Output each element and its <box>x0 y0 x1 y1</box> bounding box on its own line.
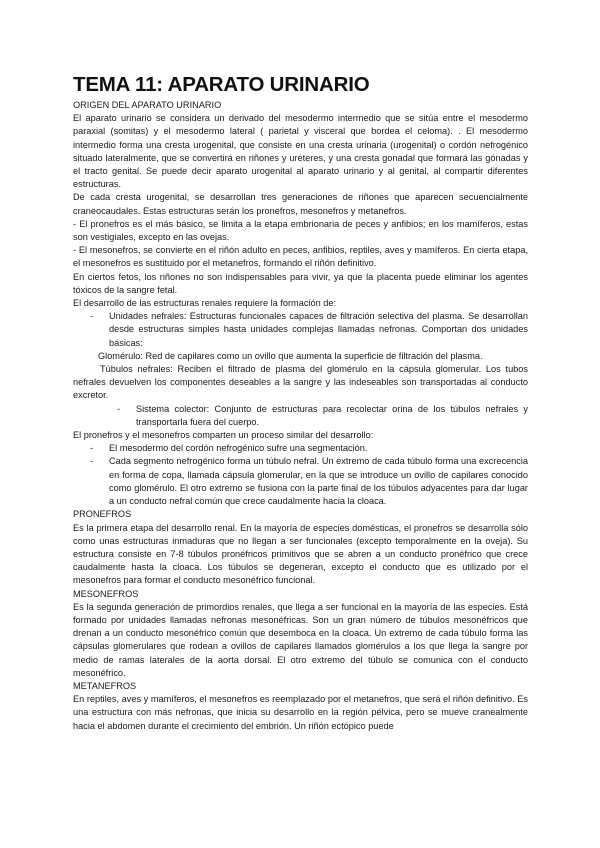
paragraph-glomerulo: Glomérulo: Red de capilares como un ovillo que aumenta la superficie de filtración del plasma. <box>98 350 483 361</box>
paragraph-tubulos <box>73 363 528 403</box>
document-title: TEMA 11: APARATO URINARIO <box>73 73 370 96</box>
section-heading-origen: ORIGEN DEL APARATO URINARIO <box>73 100 222 110</box>
list-item <box>73 403 528 429</box>
paragraph: De cada cresta urogenital, se desarrollan tres generaciones de riñones que aparecen secuencialmente craneocaudales. Estas estructuras serán los pronefros, mesonefros y metanefros. <box>73 192 528 216</box>
list-item-text: Unidades nefrales: Estructuras funcionales capaces de filtración selectiva del plasma. Se desarrollan desde estructuras simples hasta unidades complejas llamadas nefronas. Comportan dos unidades básicas: <box>109 311 528 348</box>
paragraph: El aparato urinario se considera un derivado del mesodermo intermedio que se sitúa entre el mesodermo paraxial (somitas) y el mesodermo lateral ( parietal y visceral que bordea el celoma). . El mesodermo intermedio forma una cresta urogenital, que consiste en una cresta urinaria (urogenital) o cordón nefrogénico situado lateralmente, que se convertirá en riñones y uréteres, y una cresta gonadal que formará las gónadas y el tracto genital. Se puede decir aparato urogenital al aparato urinario y al genital, al compartir diferentes estructuras. <box>73 113 528 190</box>
list-item-text: Cada segmento nefrogénico forma un túbulo nefral. Un extremo de cada túbulo forma una excrecencia en forma de copa, llamada cápsula glomerular, en la que se introduce un ovillo de capilares conocido como glomérulo. El otro extremo se fusiona con la parte final de los túbulos adyacentes para dar lugar a un conducto nefral común que crece caudalmente hacia la cloaca. <box>109 456 528 507</box>
list-item <box>73 310 528 350</box>
paragraph: El desarrollo de las estructuras renales requiere la formación de: <box>73 298 336 309</box>
list-item-text: El mesodermo del cordón nefrogénico sufre una segmentación. <box>109 443 368 454</box>
list-bullet: - <box>90 456 94 467</box>
section-heading-pronefros: PRONEFROS <box>73 509 132 520</box>
development-list <box>73 442 528 508</box>
paragraph: Es la segunda generación de primordios renales, que llega a ser funcional en la mayoría de las especies. Está formado por unidades llamadas nefronas mesonéfricas. Son un gran número de túbulos mesonéfricos que drenan a un conducto mesonéfrico común que desemboca en la cloaca. Un extremo de cada túbulo forma las cápsulas glomerulares que rodean a ovillos de capilares llamados glomérulos a los que llega la sangre por medio de ramas laterales de la aorta dorsal. El otro extremo del túbulo se comunica con el conducto mesonéfrico. <box>73 601 528 678</box>
list-item <box>73 455 528 508</box>
list-item <box>73 442 528 455</box>
section-heading-metanefros: METANEFROS <box>73 680 137 691</box>
list-bullet: - <box>117 403 121 414</box>
list-item-text: Sistema colector: Conjunto de estructuras para recolectar orina de los túbulos nefrales y transportarla fuera del cuerpo. <box>136 403 528 427</box>
tubulos-text: Túbulos nefrales: Reciben el filtrado de plasma del glomérulo en la cápsula glomerular. Los tubos nefrales devuelven los componentes deseables a la sangre y las indeseables son transportadas al conducto excretor. <box>73 364 528 401</box>
list-bullet: - <box>90 311 94 322</box>
paragraph: En reptiles, aves y mamíferos, el mesonefros es reemplazado por el metanefros, que será el riñón definitivo. Es una estructura con más nefronas, que inicia su desarrollo en la región pélvica, pero se mueve cranealmente hacia el abdomen durante el crecimiento del embrión. Un riñón ectópico puede <box>73 694 528 731</box>
paragraph: - El mesonefros, se convierte en el riñón adulto en peces, anfibios, reptiles, aves y mamíferos. En cierta etapa, el mesonefros es sustituido por el metanefros, formando el riñón definitivo. <box>73 245 528 269</box>
collector-list <box>73 403 528 429</box>
renal-structures-list <box>73 310 528 350</box>
paragraph: En ciertos fetos, los riñones no son indispensables para vivir, ya que la placenta puede eliminar los agentes tóxicos de la sangre fetal. <box>73 271 528 295</box>
list-bullet: - <box>90 443 94 454</box>
section-heading-mesonefros: MESONEFROS <box>73 588 139 599</box>
paragraph: Es la primera etapa del desarrollo renal. En la mayoría de especies domésticas, el pronefros se desarrolla sólo como unas estructuras inmaduras que no llegan a ser funcionales (excepto temporalmente en la oveja). Su estructura consiste en 7-8 túbulos pronéfricos primitivos que se abren a un conducto pronéfrico que crece caudalmente hasta la cloaca. Los túbulos se degeneran, excepto el conducto que es utilizado por el mesonefros para formar el conducto mesonéfrico funcional. <box>73 522 528 586</box>
paragraph: - El pronefros es el más básico, se limita a la etapa embrionaria de peces y anfibios; en los mamíferos, estas son vestigiales, excepto en las ovejas. <box>73 218 528 243</box>
paragraph: El pronefros y el mesonefros comparten un proceso similar del desarrollo: <box>73 430 374 441</box>
